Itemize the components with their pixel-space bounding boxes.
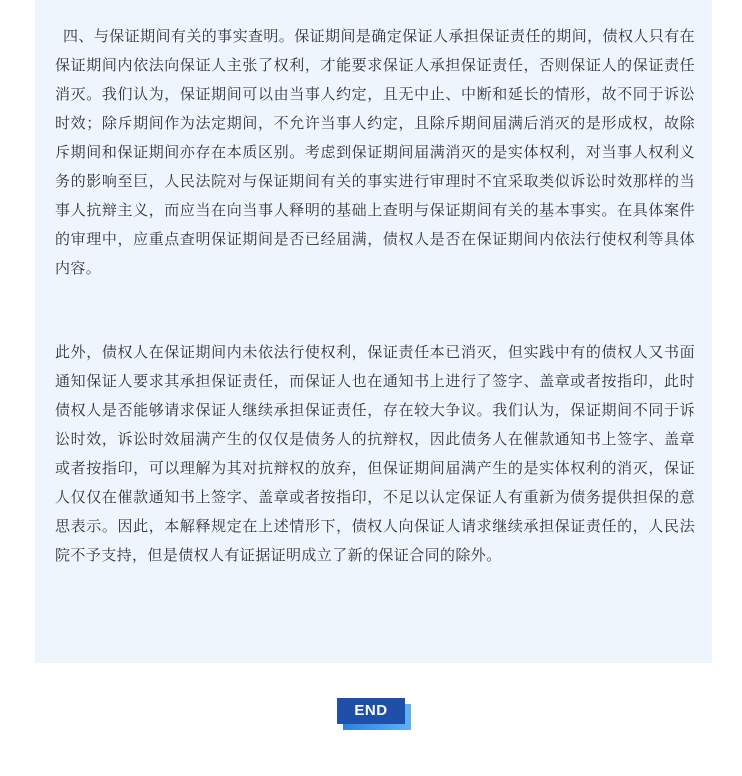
article-card <box>35 0 712 663</box>
end-badge: END <box>337 698 405 724</box>
article-paragraph-additionally: 此外，债权人在保证期间内未依法行使权利，保证责任本已消灭，但实践中有的债权人又书面通知保证人要求其承担保证责任，而保证人也在通知书上进行了签字、盖章或者按指印，此时债权人是否能够请求保证人继续承担保证责任，存在较大争议。我们认为，保证期间不同于诉讼时效，诉讼时效届满产生的仅仅是债务人的抗辩权，因此债务人在催款通知书上签字、盖章或者按指印，可以理解为其对抗辩权的放弃，但保证期间届满产生的是实体权利的消灭，保证人仅仅在催款通知书上签字、盖章或者按指印，不足以认定保证人有重新为债务提供担保的意思表示。因此，本解释规定在上述情形下，债权人向保证人请求继续承担保证责任的，人民法院不予支持，但是债权人有证据证明成立了新的保证合同的除外。 <box>55 343 695 564</box>
article-paragraph-verification: 四、与保证期间有关的事实查明。保证期间是确定保证人承担保证责任的期间，债权人只有在保证期间内依法向保证人主张了权利，才能要求保证人承担保证责任，否则保证人的保证责任消灭。我们认为，保证期间可以由当事人约定，且无中止、中断和延长的情形，故不同于诉讼时效；除斥期间作为法定期间，不允许当事人约定，且除斥期间届满后消灭的是形成权，故除斥期间和保证期间亦存在本质区别。考虑到保证期间届满消灭的是实体权利，对当事人权利义务的影响至巨，人民法院对与保证期间有关的事实进行审理时不宜采取类似诉讼时效那样的当事人抗辩主义，而应当在向当事人释明的基础上查明与保证期间有关的基本事实。在具体案件的审理中，应重点查明保证期间是否已经届满，债权人是否在保证期间内依法行使权利等具体内容。 <box>55 27 695 277</box>
end-marker <box>337 698 411 730</box>
